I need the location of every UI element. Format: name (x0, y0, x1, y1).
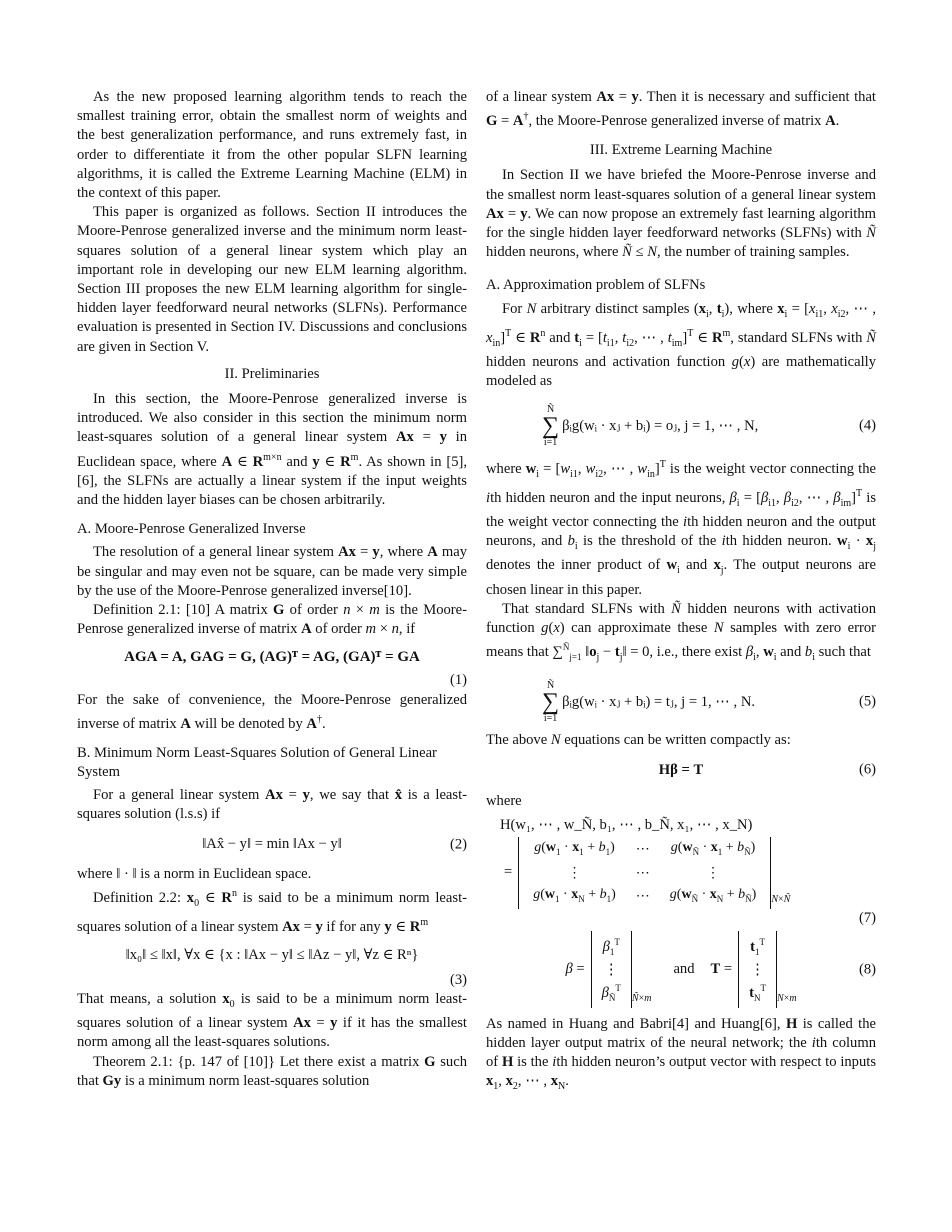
where-label: where (486, 793, 522, 810)
and-word: and (673, 960, 695, 977)
section-heading-preliminaries: II. Preliminaries (224, 365, 320, 382)
preliminaries-paragraph: In this section, the Moore-Penrose generalized inverse is introduced. We also consider in this section the minimum norm least-squares solution of a general linear system Ax = y in Euclidean space, where A ∈ $R^{m\times n}$ and y ∈ $R^m$. As shown in [5], [6], the SLFNs are actually a linear system if the input weights and the hidden layer biases can be chosen arbitrarily. (77, 391, 468, 508)
equation-6-body: Hβ = T (658, 761, 704, 778)
equation-8: β = $\beta_1^T$ ⋮ $\beta_Ñ^T$ Ñ×m and T = $t_1^T$ ⋮ $t_N^T$ N×m (8) (486, 931, 876, 1009)
theorem-2-1: Theorem 2.1: {p. 147 of [10]} Let there exist a matrix G such that Gy is a minimum norm least-squares solution (77, 1053, 468, 1089)
equation-3-body: ‖x₀‖ ≤ ‖x‖, ∀x ∈ {x : ‖Ax − y‖ ≤ ‖Az − y‖, ∀z ∈ Rⁿ} (125, 947, 419, 964)
norm-paragraph: where ‖ · ‖ is a norm in Euclidean space. (77, 865, 312, 882)
summation-symbol: Ñ ∑ i=1 (542, 404, 560, 449)
equation-2 (77, 825, 467, 865)
weights-paragraph: where $w_i = [w_{i1}$, $w_{i2}$, ⋯ , $w_{in}]^T$ is the weight vector connecting the ith hidden neuron and the input neurons, $\beta_i = [\beta_{i1}$, $\beta_{i2}$, ⋯ , $\beta_{im}]^T$ is the weight vector connecting the ith hidden neuron and the output neurons, and $b_i$ is the threshold of the ith hidden neuron. $w_i \cdot x_j$ denotes the inner product of $w_i$ and $x_j$. The output neurons are chosen linear in this paper. (486, 459, 877, 598)
intro-paragraph: As the new proposed learning algorithm tends to reach the smallest training error, obtain the smallest norm of weights and the best generalization performance, and runs extremely fast, in order to differentiate it from the other popular SLFN learning algorithms, it is called the Extreme Learning Machine (ELM) in the context of this paper. (77, 89, 467, 202)
equation-1-body: AGA = A, GAG = G, (AG)ᵀ = AG, (GA)ᵀ = GA (124, 648, 420, 665)
equation-7: = $g(w_1 \cdot x_1 + b_1)$ ⋯ $g(w_Ñ \cdot x_1 + b_Ñ)$ ⋮ ⋯ ⋮ $g(w_1 \cdot x_N + b_1)$ ⋯ $g(w_Ñ \cdot x_N + b_Ñ)$ N×Ñ (486, 837, 876, 910)
equation-1-number: (1) (449, 672, 467, 689)
theorem-continuation: of a linear system Ax = y. Then it is necessary and sufficient that G = A†, the Moore-Penrose generalized inverse of matrix A. (486, 89, 876, 130)
section-heading-elm: III. Extreme Learning Machine (589, 142, 773, 159)
equation-2-number: (2) (449, 836, 467, 853)
subsection-heading-moore-penrose: A. Moore-Penrose Generalized Inverse (77, 521, 306, 538)
organization-paragraph: This paper is organized as follows. Section II introduces the Moore-Penrose generalized inverse and the minimum norm least-squares solution of a general linear system which play an important role in developing our new ELM learning algorithm. Section III proposes the new ELM learning algorithm for single-hidden layer feedforward neural networks (SLFNs). Performance evaluation is presented in Section IV. Discussions and conclusions are given in Section V. (77, 204, 467, 355)
equation-5 (486, 673, 876, 731)
left-column (77, 88, 467, 1091)
equation-4-body: βᵢg(wᵢ · xⱼ + bᵢ) = oⱼ, j = 1, ⋯ , N, (562, 417, 759, 434)
equation-5-number: (5) (858, 693, 876, 710)
equation-6-number: (6) (858, 761, 876, 778)
equation-4 (486, 397, 876, 455)
compact-paragraph: The above N equations can be written compactly as: (486, 732, 791, 749)
equation-7-number: (7) (858, 910, 876, 927)
definition-2-2: Definition 2.2: $x_0$ ∈ $R^n$ is said to be a minimum norm least-squares solution of a linear system Ax = y if for any y ∈ $R^m$ (77, 887, 467, 935)
equation-8-number: (8) (858, 960, 876, 977)
subsection-heading-approximation: A. Approximation problem of SLFNs (486, 277, 706, 294)
least-squares-paragraph: For a general linear system Ax = y, we say that x̂ is a least-squares solution (l.s.s) if (77, 787, 467, 823)
equation-7-head: H(w₁, ⋯ , w_Ñ, b₁, ⋯ , b_Ñ, x₁, ⋯ , x_N) (500, 816, 753, 833)
elm-intro-paragraph: In Section II we have briefed the Moore-Penrose inverse and the smallest norm least-squares solution of a general linear system Ax = y. We can now propose an extremely fast learning algorithm for the single hidden layer feedforward networks (SLFNs) with Ñ hidden neurons, where Ñ ≤ N, the number of training samples. (486, 167, 876, 261)
t-matrix: $t_1^T$ ⋮ $t_N^T$ (738, 931, 777, 1009)
hidden-layer-matrix: $g(w_1 \cdot x_1 + b_1)$ ⋯ $g(w_Ñ \cdot x_1 + b_Ñ)$ ⋮ ⋯ ⋮ $g(w_1 \cdot x_N + b_1)$ ⋯ $g(w_Ñ \cdot x_N + b_Ñ)$ (518, 837, 771, 910)
moore-penrose-paragraph: The resolution of a general linear system Ax = y, where A may be singular and may even not be square, can be made very simple by the use of the Moore-Penrose generalized inverse[10]. (77, 544, 467, 599)
equation-2-body: ‖Ax̂ − y‖ = min ‖Ax − y‖ (202, 836, 342, 853)
equation-1 (77, 643, 467, 671)
notation-paragraph: For the sake of convenience, the Moore-Penrose generalized inverse of matrix A will be denoted by A†. (77, 691, 467, 732)
subsection-heading-minimum-norm: B. Minimum Norm Least-Squares Solution of General Linear System (77, 744, 437, 781)
hidden-layer-paragraph: As named in Huang and Babri[4] and Huang[6], H is called the hidden layer output matrix of the neural network; the ith column of H is the ith hidden neuron’s output vector with respect to inputs $x_1$, $x_2$, ⋯ , $x_N$. (486, 1015, 877, 1093)
definition-2-1: Definition 2.1: [10] A matrix G of order n × m is the Moore-Penrose generalized inverse of matrix A of order m × n, if (77, 601, 467, 638)
equation-3-number: (3) (449, 971, 467, 988)
equation-5-body: βᵢg(wᵢ · xⱼ + bᵢ) = tⱼ, j = 1, ⋯ , N. (562, 693, 756, 710)
equation-3 (77, 941, 467, 971)
beta-matrix: $\beta_1^T$ ⋮ $\beta_Ñ^T$ (591, 931, 632, 1009)
equation-6 (486, 750, 876, 790)
summation-symbol-5: Ñ ∑ i=1 (542, 680, 560, 725)
zero-error-paragraph: That standard SLFNs with Ñ hidden neurons with activation function g(x) can approximate these N samples with zero error means that ∑$^Ñ_{j=1}$ $‖o_j$ − $t_j‖ = 0$, i.e., there exist $\beta_i$, $w_i$ and $b_i$ such that (486, 600, 876, 663)
minimum-norm-paragraph: That means, a solution $x_0$ is said to be a minimum norm least-squares solution of a linear system Ax = y if it has the smallest norm among all the least-squares solutions. (77, 991, 468, 1051)
samples-paragraph: For N arbitrary distinct samples ($x_i$, $t_i$), where $x_i = [x_{i1}$, $x_{i2}$, ⋯ , $x_{in}]^T$ ∈ $R^n$ and $t_i = [t_{i1}$, $t_{i2}$, ⋯ , $t_{im}]^T$ ∈ $R^m$, standard SLFNs with Ñ hidden neurons and activation function g(x) are mathematically modeled as (486, 300, 877, 389)
right-column (486, 88, 876, 1096)
equation-4-number: (4) (858, 417, 876, 434)
